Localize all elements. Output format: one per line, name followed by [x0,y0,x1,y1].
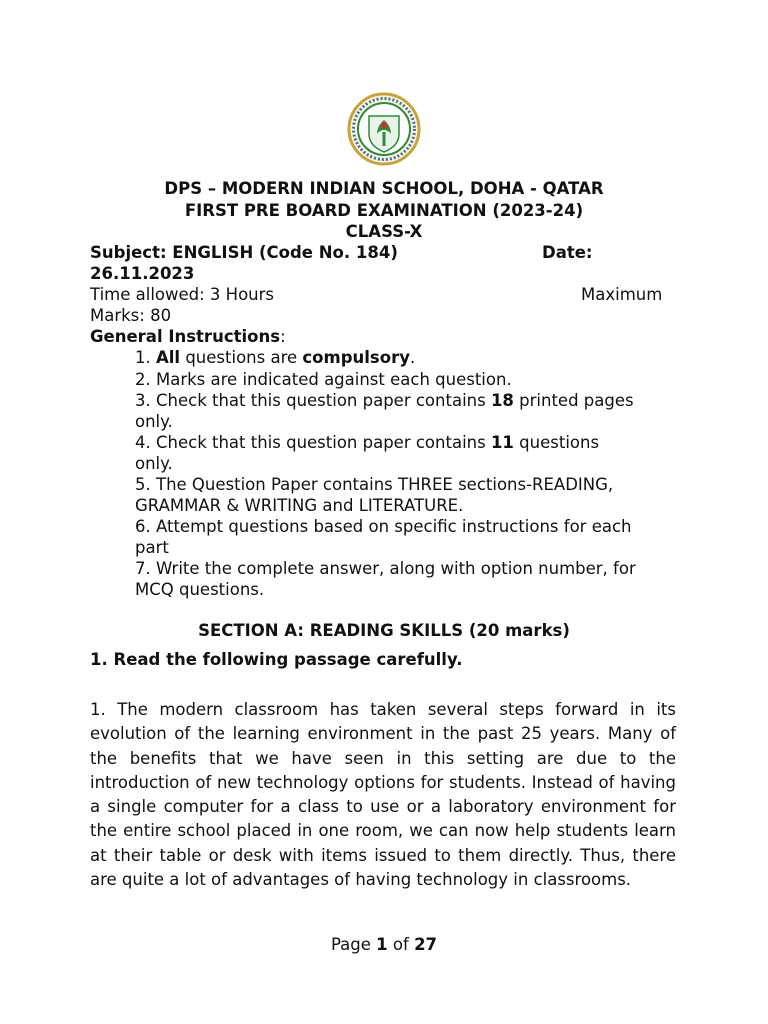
instruction-7-cont: MCQ questions. [135,580,265,599]
instruction-6: 6. Attempt questions based on specific instructions for each [135,517,632,536]
instruction-1: 1. All questions are compulsory. [135,348,416,367]
instruction-5: 5. The Question Paper contains THREE sections-READING, [135,475,614,494]
date-value: 26.11.2023 [90,264,195,283]
question-1-heading: 1. Read the following passage carefully. [90,650,463,669]
school-name: DPS – MODERN INDIAN SCHOOL, DOHA - QATAR [164,179,604,198]
school-crest-logo [347,92,421,166]
instruction-7: 7. Write the complete answer, along with option number, for [135,559,636,578]
instruction-6-cont: part [135,538,169,557]
max-marks-value: Marks: 80 [90,306,172,325]
general-instructions-heading: General Instructions: [90,327,286,346]
instruction-4-cont: only. [135,454,173,473]
page-number: Page 1 of 27 [330,935,438,954]
instruction-3-cont: only. [135,412,173,431]
instruction-5-cont: GRAMMAR & WRITING and LITERATURE. [135,496,464,515]
instruction-4: 4. Check that this question paper contains 11 questions [135,433,600,452]
section-a-heading: SECTION A: READING SKILLS (20 marks) [198,621,570,640]
max-marks-label: Maximum [581,285,663,304]
instruction-3: 3. Check that this question paper contains 18 printed pages [135,391,634,410]
subject-label: Subject: ENGLISH (Code No. 184) [90,243,398,262]
class-title: CLASS-X [345,222,423,241]
date-label: Date: [542,243,593,262]
instruction-2: 2. Marks are indicated against each question. [135,370,512,389]
exam-title: FIRST PRE BOARD EXAMINATION (2023-24) [184,201,584,220]
reading-passage-paragraph-1: 1. The modern classroom has taken several steps forward in its evolution of the learning environment in the past 25 years. Many of the benefits that we have seen in this setting are due to the introduction of new technology options for students. Instead of having a single computer for a class to use or a laboratory environment for the entire school placed in one room, we can now help students learn at their table or desk with items issued to them directly. Thus, there are quite a lot of advantages of having technology in classrooms. [90,700,676,890]
time-allowed: Time allowed: 3 Hours [90,285,275,304]
